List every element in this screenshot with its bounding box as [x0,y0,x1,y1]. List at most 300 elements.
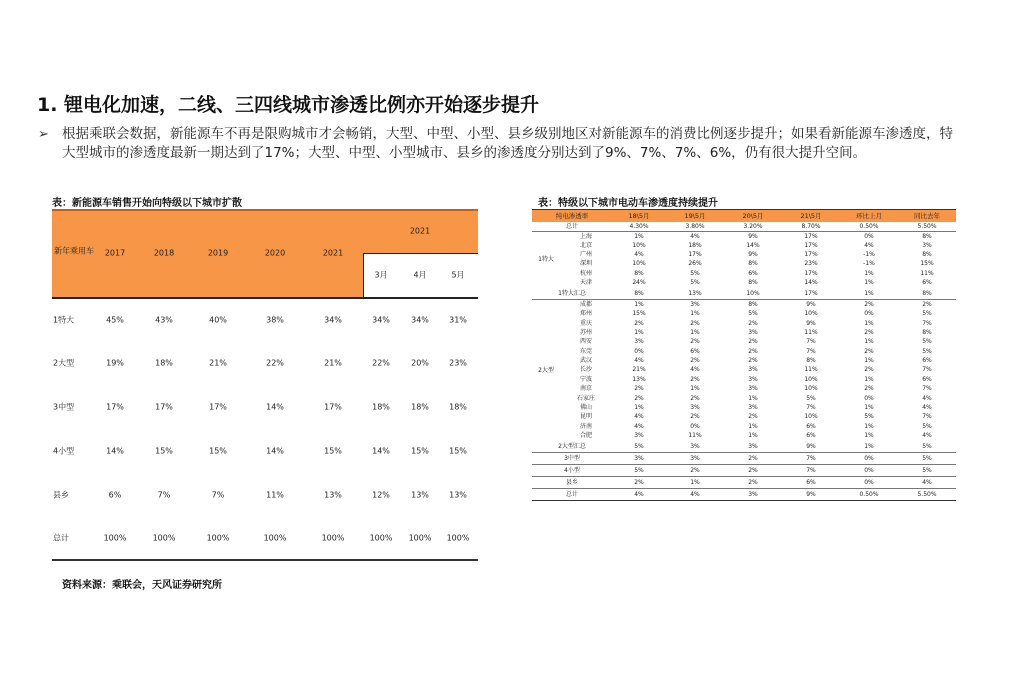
city-name: 杭州 [579,269,592,277]
city-name: 北京 [579,241,592,249]
city-row [532,422,956,431]
table-cell: 2% [748,357,758,365]
table-cell: 22% [372,358,390,368]
month-header: 3月 [374,270,388,280]
table-cell: 15% [324,446,342,456]
table-cell: 31% [449,315,467,325]
city-row [532,241,956,250]
table-cell: 19% [106,358,124,368]
table-cell: 6% [782,476,840,488]
month-header: 4月 [413,270,427,280]
table-cell: 26% [688,260,702,268]
table-cell: 0% [840,452,898,464]
table-cell: 4% [898,476,956,488]
table-cell: 17% [804,241,818,249]
table-cell: 7% [782,464,840,476]
source-note: 资料来源：乘联会，天风证券研究所 [62,580,222,591]
table-cell: 13% [324,490,342,500]
penetration-table [532,209,956,501]
table-cell: 10% [804,310,818,318]
table-cell: -1% [863,251,875,259]
header-row [532,210,956,222]
table-cell: 8% [922,232,932,240]
table-cell: 5% [922,338,932,346]
table-cell: 7% [922,385,932,393]
row-label: 县乡 [53,490,69,500]
year-header: 2021 [322,248,344,258]
city-name: 广州 [579,251,592,259]
table-cell: 8% [748,279,758,287]
table-cell: 1% [748,394,758,402]
table-cell: 10% [804,413,818,421]
table-cell: 100% [408,533,432,543]
table-cell: 17% [209,402,227,412]
table-cell: 14% [266,446,284,456]
summary-row [532,452,956,464]
table-cell: 2% [864,366,874,374]
table-cell: 8% [806,357,816,365]
table-cell: 11% [688,432,702,440]
city-row [532,269,956,278]
table-cell: 3% [748,375,758,383]
row-label: 2大型汇总 [532,440,612,452]
table-cell: 15% [632,310,646,318]
table-cell: 2% [864,300,874,308]
table-cell: 17% [804,251,818,259]
table-cell: 17% [688,251,702,259]
table-cell: 0% [840,464,898,476]
table-cell: 11% [920,269,934,277]
row-label: 4小型 [532,464,612,476]
table-cell: 2% [634,385,644,393]
city-name: 石家庄 [576,394,595,402]
table-cell: 17% [106,402,124,412]
city-row [532,347,956,356]
year-header: 2017 [104,248,126,258]
table-cell: 3% [690,300,700,308]
table-cell: -1% [863,260,875,268]
table-cell: 0% [690,422,700,430]
row-label: 3中型 [532,452,612,464]
year-header: 2018 [153,248,175,258]
table-cell: 1% [864,375,874,383]
table-cell: 18% [411,402,429,412]
table-cell: 2% [690,357,700,365]
city-name: 上海 [579,232,592,240]
table-cell: 1% [748,422,758,430]
city-name: 佛山 [579,404,592,412]
city-name: 苏州 [579,328,592,336]
table-cell: 18% [155,358,173,368]
table-cell: 11% [804,366,818,374]
table-cell: 7% [922,319,932,327]
table-cell: 6% [806,432,816,440]
table-cell: 4.30% [612,222,666,232]
table-cell: 3% [666,452,724,464]
row-label: 1特大 [53,315,75,325]
table-cell: 5.50% [898,488,956,500]
table-cell: 5% [922,422,932,430]
table-cell: 3.80% [666,222,724,232]
table-cell: 8% [748,260,758,268]
city-name: 昆明 [579,413,592,421]
table-cell: 6% [922,279,932,287]
table-cell: 2% [748,413,758,421]
city-name: 重庆 [579,319,592,327]
table-cell: 18% [449,402,467,412]
header-cell: 环比上月 [840,210,898,222]
summary-row [532,464,956,476]
table-cell: 8% [922,328,932,336]
table-cell: 5% [806,394,816,402]
table-cell: 2% [864,385,874,393]
table-cell: 9% [806,300,816,308]
table-cell: 0% [634,347,644,355]
table-cell: 1% [634,404,644,412]
table-cell: 3% [724,440,782,452]
table-cell: 1% [864,422,874,430]
city-row [532,431,956,440]
city-name: 长沙 [579,366,592,374]
page-title: 1. 锂电化加速，二线、三四线城市渗透比例亦开始逐步提升 [37,94,540,116]
divider [52,559,478,561]
table-cell: 6% [922,375,932,383]
city-row [532,393,956,402]
table-cell: 1% [690,328,700,336]
row-label: 总计 [53,533,69,543]
penetration-grid [532,209,956,501]
table-cell: 10% [632,241,646,249]
city-row [532,403,956,412]
header-cell: 纯电渗透率 [532,210,612,222]
table-cell: 3% [748,385,758,393]
table-cell: 17% [155,402,173,412]
table-cell: 2% [748,347,758,355]
table-cell: 14% [106,446,124,456]
table-cell: 6% [748,269,758,277]
city-row [532,356,956,365]
table-cell: 21% [209,358,227,368]
city-name: 济南 [579,422,592,430]
table-cell: 5.50% [898,222,956,232]
table-cell: 13% [449,490,467,500]
city-row [532,375,956,384]
table-cell: 2% [748,319,758,327]
table-cell: 4% [864,241,874,249]
table-cell: 8% [748,300,758,308]
row-label: 总计 [532,488,612,500]
city-name: 深圳 [579,260,592,268]
table-cell: 20% [411,358,429,368]
table-cell: 2% [748,338,758,346]
table-cell: 1% [864,279,874,287]
table-cell: 7% [157,490,171,500]
table-cell: 7% [922,366,932,374]
table-cell: 5% [898,440,956,452]
table-cell: 2% [612,476,666,488]
table-cell: 1% [690,310,700,318]
table-cell: 6% [690,347,700,355]
bullet-paragraph [38,125,958,163]
city-tier-share-table [52,209,478,561]
table-cell: 1% [864,432,874,440]
table-cell: 21% [632,366,646,374]
left-table-caption: 表：新能源车销售开始向特级以下城市扩散 [52,198,242,209]
table-cell: 2% [864,328,874,336]
month-header: 5月 [451,270,465,280]
table-cell: 0.50% [840,222,898,232]
table-cell: 38% [266,315,284,325]
table-cell: 10% [804,385,818,393]
table-cell: 9% [782,440,840,452]
table-cell: 4% [690,366,700,374]
table-cell: 2% [690,394,700,402]
table-cell: 8% [898,287,956,299]
table-cell: 4% [922,432,932,440]
header-cell: 20\5月 [724,210,782,222]
table-cell: 4% [666,488,724,500]
group-label: 2大型 [538,366,554,374]
city-row [532,337,956,346]
table-cell: 0.50% [840,488,898,500]
table-cell: 3% [634,432,644,440]
table-cell: 7% [782,452,840,464]
row-label: 总计 [532,222,612,232]
table-cell: 3% [922,241,932,249]
city-row [532,250,956,259]
table-cell: 2% [690,319,700,327]
table-cell: 3% [748,404,758,412]
table-cell: 11% [804,328,818,336]
city-name: 天津 [579,279,592,287]
table-cell: 1% [634,232,644,240]
table-cell: 100% [321,533,345,543]
table-cell: 1% [690,385,700,393]
table-cell: 3% [690,404,700,412]
table-cell: 4% [922,404,932,412]
table-cell: 6% [922,357,932,365]
city-row [532,384,956,393]
table-cell: 1% [864,338,874,346]
table-cell: 45% [106,315,124,325]
table-cell: 34% [411,315,429,325]
table-cell: 1% [864,357,874,365]
table-cell: 15% [449,446,467,456]
table-cell: 1% [840,440,898,452]
table-cell: 17% [804,232,818,240]
table-cell: 2% [634,319,644,327]
table-cell: 100% [446,533,470,543]
table-cell: 3% [612,452,666,464]
table-cell: 5% [690,279,700,287]
row-label: 4小型 [53,446,75,456]
table-cell: 5% [898,464,956,476]
city-name: 郑州 [579,310,592,318]
city-name: 南京 [579,385,592,393]
table-cell: 8% [634,269,644,277]
table-cell: 5% [612,464,666,476]
table-cell: 40% [209,315,227,325]
table-cell: 2% [724,452,782,464]
table-cell: 6% [108,490,122,500]
table-cell: 24% [632,279,646,287]
table-cell: 7% [922,413,932,421]
table-cell: 0% [864,310,874,318]
group-label: 1特大 [538,255,554,263]
table-cell: 9% [748,251,758,259]
city-row [532,309,956,318]
table-cell: 5% [690,269,700,277]
table-cell: 11% [266,490,284,500]
table-cell: 10% [632,260,646,268]
city-row [532,278,956,287]
table-cell: 2% [634,394,644,402]
table-cell: 3% [724,488,782,500]
table-cell: 4% [634,413,644,421]
table-cell: 5% [898,452,956,464]
table-cell: 14% [746,241,760,249]
city-row [532,412,956,421]
table-cell: 14% [266,402,284,412]
table-cell: 4% [922,394,932,402]
header-cell: 18\5月 [612,210,666,222]
table-cell: 34% [324,315,342,325]
corner-header: 新年乘用车 [54,246,94,256]
table-cell: 1% [840,287,898,299]
table-cell: 1% [864,404,874,412]
table-cell: 4% [634,422,644,430]
table-cell: 100% [152,533,176,543]
table-cell: 3.20% [724,222,782,232]
table-cell: 18% [688,241,702,249]
city-name: 宁波 [579,375,592,383]
table-cell: 4% [690,232,700,240]
city-name: 合肥 [579,432,592,440]
table-cell: 7% [806,338,816,346]
city-name: 西安 [579,338,592,346]
table-cell: 13% [666,287,724,299]
city-row [532,328,956,337]
table-cell: 17% [324,402,342,412]
table-cell: 0% [864,394,874,402]
table-cell: 2% [690,338,700,346]
table-cell: 4% [612,488,666,500]
summary-row [532,287,956,299]
table-cell: 9% [782,488,840,500]
table-cell: 2% [922,300,932,308]
table-cell: 7% [211,490,225,500]
table-cell: 0% [864,232,874,240]
table-cell: 10% [724,287,782,299]
city-row [532,231,956,241]
table-cell: 10% [804,375,818,383]
table-cell: 1% [666,476,724,488]
table-cell: 15% [155,446,173,456]
table-cell: 0% [840,476,898,488]
table-cell: 34% [372,315,390,325]
table-cell: 23% [449,358,467,368]
row-label: 2大型 [53,358,75,368]
table-cell: 7% [806,404,816,412]
table-cell: 15% [209,446,227,456]
summary-row [532,222,956,232]
table-cell: 5% [922,310,932,318]
table-cell: 17% [782,287,840,299]
table-cell: 2% [864,347,874,355]
table-cell: 3% [748,328,758,336]
table-cell: 1% [748,432,758,440]
table-cell: 18% [372,402,390,412]
table-cell: 2% [666,464,724,476]
table-cell: 14% [372,446,390,456]
table-cell: 17% [804,269,818,277]
table-cell: 1% [634,328,644,336]
summary-row [532,440,956,452]
table-cell: 4% [634,251,644,259]
table-cell: 8% [922,251,932,259]
city-row [532,259,956,268]
header-cell: 19\5月 [666,210,724,222]
table-cell: 2% [724,464,782,476]
table-cell: 2% [724,476,782,488]
table-cell: 3% [666,440,724,452]
table-cell: 23% [804,260,818,268]
table-cell: 5% [748,310,758,318]
city-name: 武汉 [579,357,592,365]
table-cell: 1% [864,319,874,327]
table-cell: 100% [263,533,287,543]
table-cell: 43% [155,315,173,325]
header-cell: 21\5月 [782,210,840,222]
table-cell: 7% [806,347,816,355]
city-row [532,318,956,327]
right-table-caption: 表：特级以下城市电动车渗透度持续提升 [538,198,718,209]
city-row [532,299,956,309]
row-label: 1特大汇总 [532,287,612,299]
city-name: 东莞 [579,347,592,355]
table-cell: 6% [806,422,816,430]
header-cell: 同比去年 [898,210,956,222]
table-cell: 22% [266,358,284,368]
table-cell: 100% [206,533,230,543]
table-cell: 15% [920,260,934,268]
table-cell: 1% [864,269,874,277]
summary-row [532,488,956,500]
table-cell: 2% [690,413,700,421]
table-cell: 4% [634,357,644,365]
divider [52,297,478,299]
summary-row [532,476,956,488]
table-cell: 1% [634,300,644,308]
table-cell: 5% [864,413,874,421]
table-cell: 9% [748,232,758,240]
table-cell: 13% [411,490,429,500]
table-cell: 9% [806,319,816,327]
table-cell: 14% [804,279,818,287]
table-cell: 15% [411,446,429,456]
city-row [532,365,956,374]
table-cell: 5% [922,347,932,355]
row-label: 3中型 [53,402,75,412]
table-cell: 2% [690,375,700,383]
table-cell: 3% [634,338,644,346]
table-cell: 13% [632,375,646,383]
table-cell: 5% [612,440,666,452]
table-cell: 12% [372,490,390,500]
table-cell: 8.70% [782,222,840,232]
table-cell: 100% [103,533,127,543]
year-header: 2019 [207,248,229,258]
